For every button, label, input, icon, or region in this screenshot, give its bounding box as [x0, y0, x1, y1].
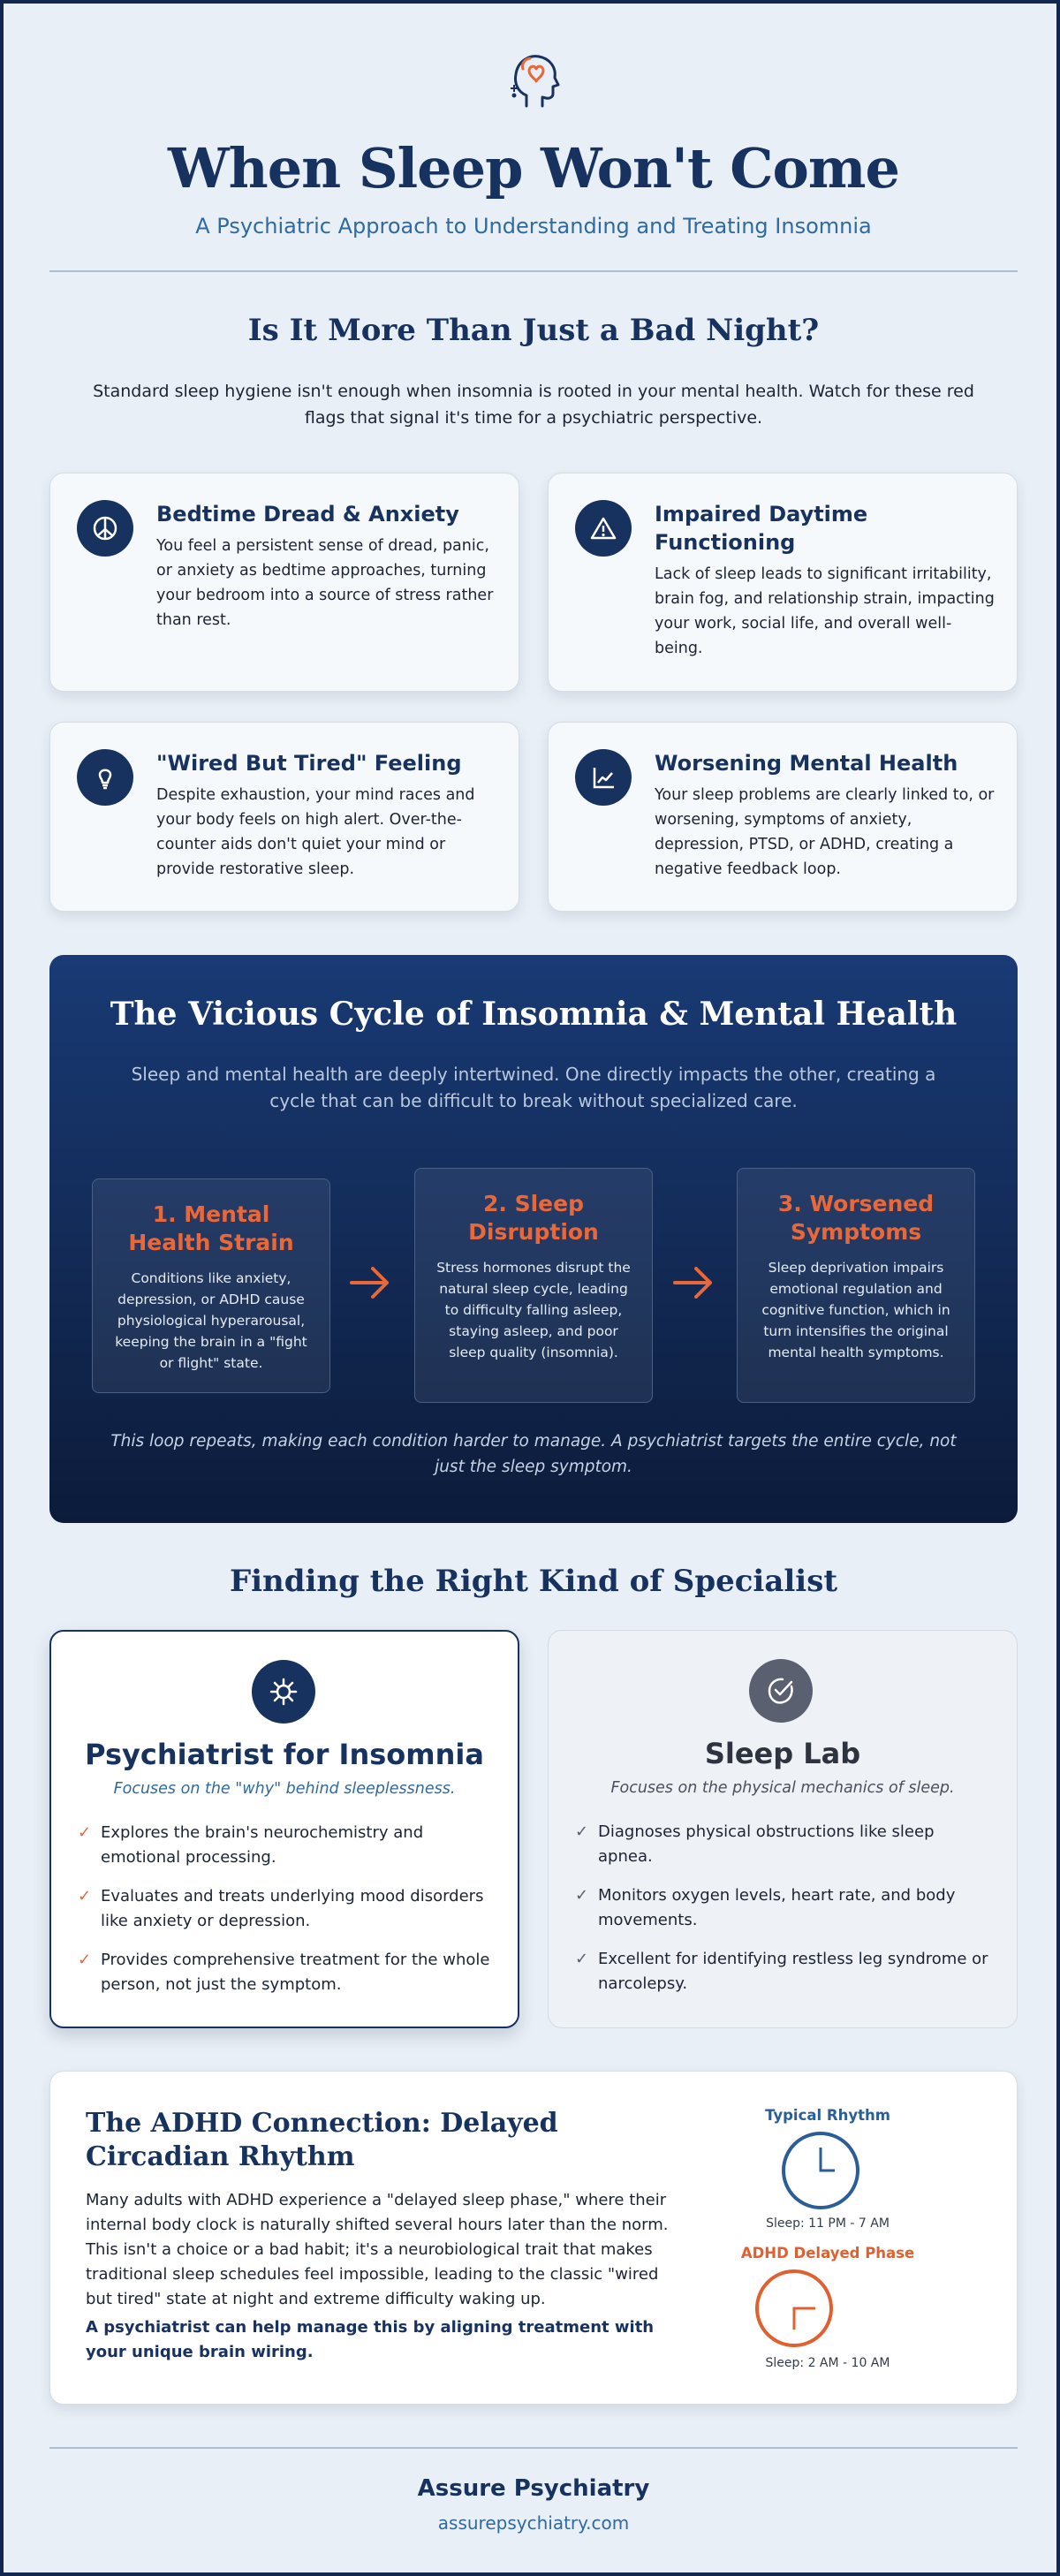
- check-icon: ✓: [575, 1886, 589, 1905]
- check-icon: ✓: [78, 1823, 92, 1842]
- cycle-heading: The Vicious Cycle of Insomnia & Mental Health: [110, 996, 958, 1033]
- check-circle-icon: [749, 1659, 813, 1723]
- list-item: ✓ Evaluates and treats underlying mood disorders like anxiety or depression.: [78, 1884, 493, 1934]
- red-flag-title: Impaired Daytime Functioning: [655, 502, 868, 555]
- typical-rhythm-caption: Sleep: 11 PM - 7 AM: [766, 2216, 890, 2231]
- list-item: ✓ Diagnoses physical obstructions like sleep apnea.: [575, 1820, 990, 1869]
- red-flag-card: [49, 473, 519, 692]
- arrow-right-icon: [350, 1265, 390, 1300]
- psychiatrist-title: Psychiatrist for Insomnia: [85, 1738, 484, 1771]
- red-flag-text: Your sleep problems are clearly linked to, or worsening, symptoms of anxiety, depression, PTSD, or ADHD, creating a negative feedback loop.: [655, 786, 995, 878]
- psychiatrist-list: [78, 1821, 493, 2012]
- red-flags-intro: Standard sleep hygiene isn't enough when insomnia is rooted in your mental health. Watch for these red flags that signal it's time for a psychiatric perspective.: [93, 382, 974, 428]
- specialists-heading: Finding the Right Kind of Specialist: [229, 1564, 838, 1599]
- sleep-lab-card: [548, 1630, 1018, 2028]
- cycle-step: [414, 1168, 653, 1403]
- chart-line-icon: [575, 749, 632, 806]
- red-flag-title: "Wired But Tired" Feeling: [156, 751, 462, 776]
- check-icon: ✓: [78, 1887, 92, 1905]
- psychiatrist-subtitle: Focuses on the "why" behind sleeplessness.: [113, 1780, 456, 1798]
- virus-gear-icon: [252, 1660, 315, 1724]
- cycle-step-title: 3. Worsened Symptoms: [777, 1191, 935, 1245]
- cycle-step-title: 2. Sleep Disruption: [468, 1191, 599, 1245]
- typical-clock-icon: [780, 2130, 861, 2211]
- adhd-body: Many adults with ADHD experience a "delayed sleep phase," where their internal body clock is naturally shifted several hours later than the norm. This isn't a choice or a bad habit; it's a neurobiological trait that makes traditional sleep schedules feel impossible, leading to the classic "wired but tired" state at night and extreme difficulty waking up.: [86, 2191, 669, 2308]
- sleep-lab-subtitle: Focuses on the physical mechanics of sleep.: [610, 1779, 955, 1797]
- cycle-step: [737, 1168, 975, 1403]
- sleep-lab-title: Sleep Lab: [704, 1737, 861, 1770]
- head-heart-icon: [507, 51, 562, 115]
- header-divider: [49, 270, 1018, 272]
- check-icon: ✓: [575, 1950, 589, 1968]
- list-item: ✓ Explores the brain's neurochemistry and emotional processing.: [78, 1821, 493, 1870]
- psychiatrist-card: [49, 1630, 519, 2028]
- check-icon: ✓: [575, 1822, 589, 1841]
- footer-divider: [49, 2447, 1018, 2449]
- adhd-phase-caption: Sleep: 2 AM - 10 AM: [765, 2356, 890, 2370]
- red-flag-card: [49, 722, 519, 912]
- cycle-step: [92, 1178, 330, 1393]
- red-flag-card: [548, 722, 1018, 912]
- page-title: When Sleep Won't Come: [168, 136, 899, 201]
- adhd-emphasis: A psychiatrist can help manage this by aligning treatment with your unique brain wiring.: [86, 2318, 655, 2361]
- red-flag-text: Lack of sleep leads to significant irritability, brain fog, and relationship strain, impacting your work, social life, and overall well-being.: [655, 565, 995, 657]
- adhd-heading: The ADHD Connection: Delayed Circadian Rhythm: [86, 2108, 558, 2172]
- red-flags-heading: Is It More Than Just a Bad Night?: [247, 313, 820, 348]
- list-item: ✓ Provides comprehensive treatment for the whole person, not just the symptom.: [78, 1948, 493, 1997]
- cycle-step-text: Stress hormones disrupt the natural sleep cycle, leading to difficulty falling asleep, staying asleep, and poor sleep quality (insomnia).: [436, 1260, 631, 1360]
- page-subtitle: A Psychiatric Approach to Understanding and Treating Insomnia: [195, 214, 872, 239]
- cycle-description: Sleep and mental health are deeply intertwined. One directly impacts the other, creating a cycle that can be difficult to break without specialized care.: [131, 1064, 936, 1111]
- cycle-step-title: 1. Mental Health Strain: [128, 1201, 294, 1255]
- lightbulb-icon: [77, 749, 133, 806]
- footer-brand: Assure Psychiatry: [417, 2475, 650, 2502]
- adhd-card: [49, 2071, 1018, 2405]
- list-item: ✓ Excellent for identifying restless leg syndrome or narcolepsy.: [575, 1947, 990, 1996]
- footer-link[interactable]: assurepsychiatry.com: [437, 2512, 630, 2534]
- red-flag-text: Despite exhaustion, your mind races and your body feels on high alert. Over-the-counter aids don't quiet your mind or provide restorative sleep.: [156, 786, 475, 878]
- vicious-cycle-panel: [49, 955, 1018, 1523]
- list-item: ✓ Monitors oxygen levels, heart rate, and body movements.: [575, 1883, 990, 1933]
- red-flag-text: You feel a persistent sense of dread, panic, or anxiety as bedtime approaches, turning your bedroom into a source of stress rather than rest.: [156, 537, 494, 629]
- red-flag-card: [548, 473, 1018, 692]
- warning-icon: [575, 500, 632, 557]
- cycle-step-text: Conditions like anxiety, depression, or ADHD cause physiological hyperarousal, keeping the brain in a "fight or flight" state.: [115, 1270, 307, 1371]
- adhd-phase-label: ADHD Delayed Phase: [740, 2245, 915, 2262]
- typical-rhythm-label: Typical Rhythm: [765, 2107, 890, 2124]
- peace-icon: [77, 500, 133, 557]
- check-icon: ✓: [78, 1951, 92, 1969]
- cycle-footnote: This loop repeats, making each condition harder to manage. A psychiatrist targets the entire cycle, not just the sleep symptom.: [110, 1432, 957, 1476]
- red-flag-title: Worsening Mental Health: [655, 751, 958, 776]
- cycle-step-text: Sleep deprivation impairs emotional regulation and cognitive function, which in turn intensifies the original mental health symptoms.: [761, 1260, 950, 1360]
- sleep-lab-list: [575, 1820, 990, 2011]
- arrow-right-icon: [673, 1265, 714, 1300]
- adhd-clock-icon: [753, 2268, 835, 2349]
- red-flag-title: Bedtime Dread & Anxiety: [156, 502, 459, 527]
